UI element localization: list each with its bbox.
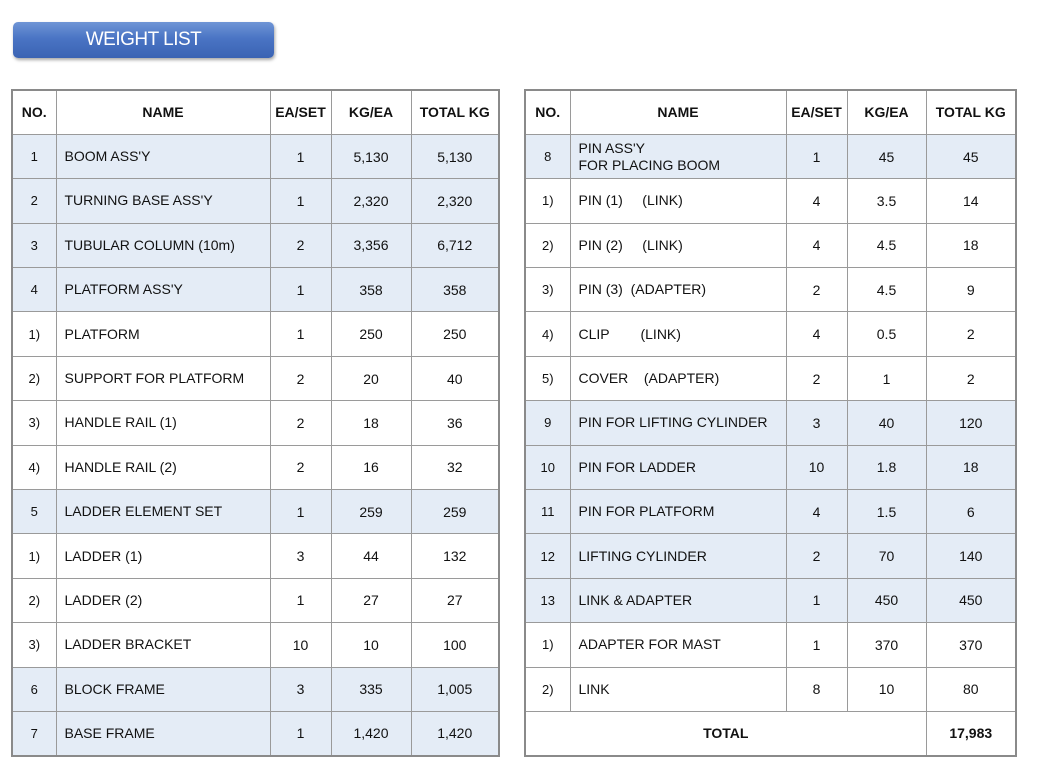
cell-kg-ea: 450: [847, 578, 926, 622]
cell-ea-set: 1: [786, 623, 847, 667]
header-no: NO.: [12, 90, 56, 134]
cell-no: 5): [525, 356, 570, 400]
table-row: [12, 490, 499, 534]
page-title: WEIGHT LIST: [13, 22, 274, 58]
cell-ea-set: 2: [786, 534, 847, 578]
cell-name: PIN FOR PLATFORM: [570, 490, 786, 534]
header-total-kg: TOTAL KG: [926, 90, 1016, 134]
header-ea-set: EA/SET: [786, 90, 847, 134]
table-row: [12, 356, 499, 400]
table-row: [525, 179, 1016, 223]
cell-total-kg: 120: [926, 401, 1016, 445]
weight-table-left: [11, 89, 500, 757]
cell-kg-ea: 1.8: [847, 445, 926, 489]
cell-name: LIFTING CYLINDER: [570, 534, 786, 578]
table-row: [525, 534, 1016, 578]
cell-name: SUPPORT FOR PLATFORM: [56, 356, 270, 400]
cell-name: PLATFORM ASS'Y: [56, 268, 270, 312]
table-row: [525, 667, 1016, 711]
cell-ea-set: 4: [786, 312, 847, 356]
cell-ea-set: 1: [270, 490, 331, 534]
cell-ea-set: 2: [270, 401, 331, 445]
cell-total-kg: 18: [926, 223, 1016, 267]
cell-name: PIN (1) (LINK): [570, 179, 786, 223]
cell-ea-set: 4: [786, 179, 847, 223]
cell-no: 2): [12, 356, 56, 400]
cell-total-kg: 370: [926, 623, 1016, 667]
table-row: [525, 134, 1016, 178]
table-row: [12, 578, 499, 622]
cell-kg-ea: 45: [847, 134, 926, 178]
cell-kg-ea: 40: [847, 401, 926, 445]
cell-kg-ea: 4.5: [847, 223, 926, 267]
cell-total-kg: 250: [411, 312, 499, 356]
table-row: [12, 401, 499, 445]
cell-kg-ea: 1,420: [331, 711, 411, 755]
cell-no: 11: [525, 490, 570, 534]
cell-total-kg: 6: [926, 490, 1016, 534]
cell-name: CLIP (LINK): [570, 312, 786, 356]
cell-name: ADAPTER FOR MAST: [570, 623, 786, 667]
cell-total-kg: 450: [926, 578, 1016, 622]
table-row: [12, 312, 499, 356]
cell-total-kg: 132: [411, 534, 499, 578]
cell-no: 10: [525, 445, 570, 489]
cell-no: 1): [525, 179, 570, 223]
total-label: TOTAL: [525, 711, 926, 755]
cell-total-kg: 140: [926, 534, 1016, 578]
cell-kg-ea: 44: [331, 534, 411, 578]
header-ea-set: EA/SET: [270, 90, 331, 134]
header-total-kg: TOTAL KG: [411, 90, 499, 134]
cell-kg-ea: 1: [847, 356, 926, 400]
cell-name: LINK: [570, 667, 786, 711]
cell-name: PIN (2) (LINK): [570, 223, 786, 267]
cell-kg-ea: 3.5: [847, 179, 926, 223]
cell-total-kg: 36: [411, 401, 499, 445]
cell-no: 7: [12, 711, 56, 755]
cell-ea-set: 4: [786, 490, 847, 534]
weight-table-left-body: [12, 134, 499, 755]
cell-ea-set: 2: [270, 445, 331, 489]
cell-total-kg: 5,130: [411, 134, 499, 178]
cell-ea-set: 3: [270, 667, 331, 711]
cell-kg-ea: 3,356: [331, 223, 411, 267]
table-row: [525, 312, 1016, 356]
table-row: [12, 667, 499, 711]
cell-kg-ea: 10: [331, 623, 411, 667]
cell-no: 3): [525, 268, 570, 312]
table-row: [525, 356, 1016, 400]
cell-no: 1: [12, 134, 56, 178]
cell-total-kg: 6,712: [411, 223, 499, 267]
cell-kg-ea: 1.5: [847, 490, 926, 534]
total-value: 17,983: [926, 711, 1016, 755]
cell-name: LADDER (1): [56, 534, 270, 578]
cell-ea-set: 1: [270, 268, 331, 312]
cell-total-kg: 1,005: [411, 667, 499, 711]
table-row: [12, 223, 499, 267]
cell-total-kg: 27: [411, 578, 499, 622]
cell-no: 4): [12, 445, 56, 489]
cell-name: HANDLE RAIL (1): [56, 401, 270, 445]
cell-name: PIN FOR LADDER: [570, 445, 786, 489]
cell-total-kg: 80: [926, 667, 1016, 711]
cell-ea-set: 8: [786, 667, 847, 711]
table-row: [525, 401, 1016, 445]
cell-kg-ea: 10: [847, 667, 926, 711]
cell-total-kg: 259: [411, 490, 499, 534]
cell-ea-set: 1: [270, 711, 331, 755]
table-row: [12, 534, 499, 578]
cell-total-kg: 1,420: [411, 711, 499, 755]
table-row: [12, 711, 499, 755]
cell-kg-ea: 16: [331, 445, 411, 489]
table-row: [525, 445, 1016, 489]
cell-ea-set: 3: [270, 534, 331, 578]
cell-no: 4: [12, 268, 56, 312]
cell-kg-ea: 335: [331, 667, 411, 711]
cell-total-kg: 2: [926, 356, 1016, 400]
header-kg-ea: KG/EA: [847, 90, 926, 134]
total-row: [525, 711, 1016, 755]
table-row: [525, 490, 1016, 534]
cell-kg-ea: 20: [331, 356, 411, 400]
table-row: [12, 623, 499, 667]
cell-name: TURNING BASE ASS'Y: [56, 179, 270, 223]
cell-ea-set: 1: [786, 134, 847, 178]
cell-no: 3: [12, 223, 56, 267]
cell-name: LADDER ELEMENT SET: [56, 490, 270, 534]
cell-name: TUBULAR COLUMN (10m): [56, 223, 270, 267]
cell-kg-ea: 259: [331, 490, 411, 534]
cell-no: 3): [12, 623, 56, 667]
weight-table-right-body: [525, 134, 1016, 711]
cell-no: 2): [525, 667, 570, 711]
cell-ea-set: 1: [270, 312, 331, 356]
cell-kg-ea: 0.5: [847, 312, 926, 356]
cell-no: 1): [525, 623, 570, 667]
cell-total-kg: 18: [926, 445, 1016, 489]
cell-name: BLOCK FRAME: [56, 667, 270, 711]
cell-kg-ea: 250: [331, 312, 411, 356]
table-header-row: [12, 90, 499, 134]
cell-name: LADDER BRACKET: [56, 623, 270, 667]
cell-total-kg: 32: [411, 445, 499, 489]
table-header-row: [525, 90, 1016, 134]
cell-no: 5: [12, 490, 56, 534]
cell-no: 6: [12, 667, 56, 711]
cell-total-kg: 2: [926, 312, 1016, 356]
cell-kg-ea: 2,320: [331, 179, 411, 223]
cell-no: 4): [525, 312, 570, 356]
cell-total-kg: 45: [926, 134, 1016, 178]
cell-kg-ea: 27: [331, 578, 411, 622]
cell-ea-set: 10: [270, 623, 331, 667]
table-row: [525, 223, 1016, 267]
cell-name: COVER (ADAPTER): [570, 356, 786, 400]
table-row: [12, 134, 499, 178]
cell-ea-set: 2: [270, 223, 331, 267]
cell-total-kg: 358: [411, 268, 499, 312]
cell-total-kg: 40: [411, 356, 499, 400]
cell-kg-ea: 70: [847, 534, 926, 578]
cell-no: 2: [12, 179, 56, 223]
cell-name: PLATFORM: [56, 312, 270, 356]
cell-no: 8: [525, 134, 570, 178]
table-row: [12, 445, 499, 489]
cell-no: 3): [12, 401, 56, 445]
cell-kg-ea: 18: [331, 401, 411, 445]
weight-table-right: [524, 89, 1017, 757]
header-name: NAME: [570, 90, 786, 134]
header-no: NO.: [525, 90, 570, 134]
table-row: [525, 268, 1016, 312]
cell-no: 9: [525, 401, 570, 445]
cell-kg-ea: 4.5: [847, 268, 926, 312]
cell-no: 13: [525, 578, 570, 622]
cell-kg-ea: 5,130: [331, 134, 411, 178]
table-row: [12, 179, 499, 223]
cell-name: LINK & ADAPTER: [570, 578, 786, 622]
cell-ea-set: 2: [786, 268, 847, 312]
cell-total-kg: 14: [926, 179, 1016, 223]
table-row: [525, 578, 1016, 622]
table-row: [12, 268, 499, 312]
cell-ea-set: 10: [786, 445, 847, 489]
table-row: [525, 623, 1016, 667]
cell-no: 2): [12, 578, 56, 622]
cell-name: PIN (3) (ADAPTER): [570, 268, 786, 312]
cell-name: PIN FOR LIFTING CYLINDER: [570, 401, 786, 445]
cell-ea-set: 2: [786, 356, 847, 400]
cell-total-kg: 100: [411, 623, 499, 667]
cell-name: BOOM ASS'Y: [56, 134, 270, 178]
cell-total-kg: 9: [926, 268, 1016, 312]
cell-no: 12: [525, 534, 570, 578]
cell-kg-ea: 358: [331, 268, 411, 312]
cell-no: 2): [525, 223, 570, 267]
header-name: NAME: [56, 90, 270, 134]
cell-no: 1): [12, 534, 56, 578]
cell-ea-set: 2: [270, 356, 331, 400]
cell-ea-set: 1: [270, 134, 331, 178]
cell-ea-set: 1: [270, 578, 331, 622]
cell-total-kg: 2,320: [411, 179, 499, 223]
cell-kg-ea: 370: [847, 623, 926, 667]
cell-ea-set: 4: [786, 223, 847, 267]
cell-no: 1): [12, 312, 56, 356]
cell-name: HANDLE RAIL (2): [56, 445, 270, 489]
header-kg-ea: KG/EA: [331, 90, 411, 134]
cell-ea-set: 1: [270, 179, 331, 223]
cell-name: PIN ASS'Y FOR PLACING BOOM: [570, 134, 786, 178]
cell-ea-set: 1: [786, 578, 847, 622]
cell-ea-set: 3: [786, 401, 847, 445]
cell-name: LADDER (2): [56, 578, 270, 622]
cell-name: BASE FRAME: [56, 711, 270, 755]
